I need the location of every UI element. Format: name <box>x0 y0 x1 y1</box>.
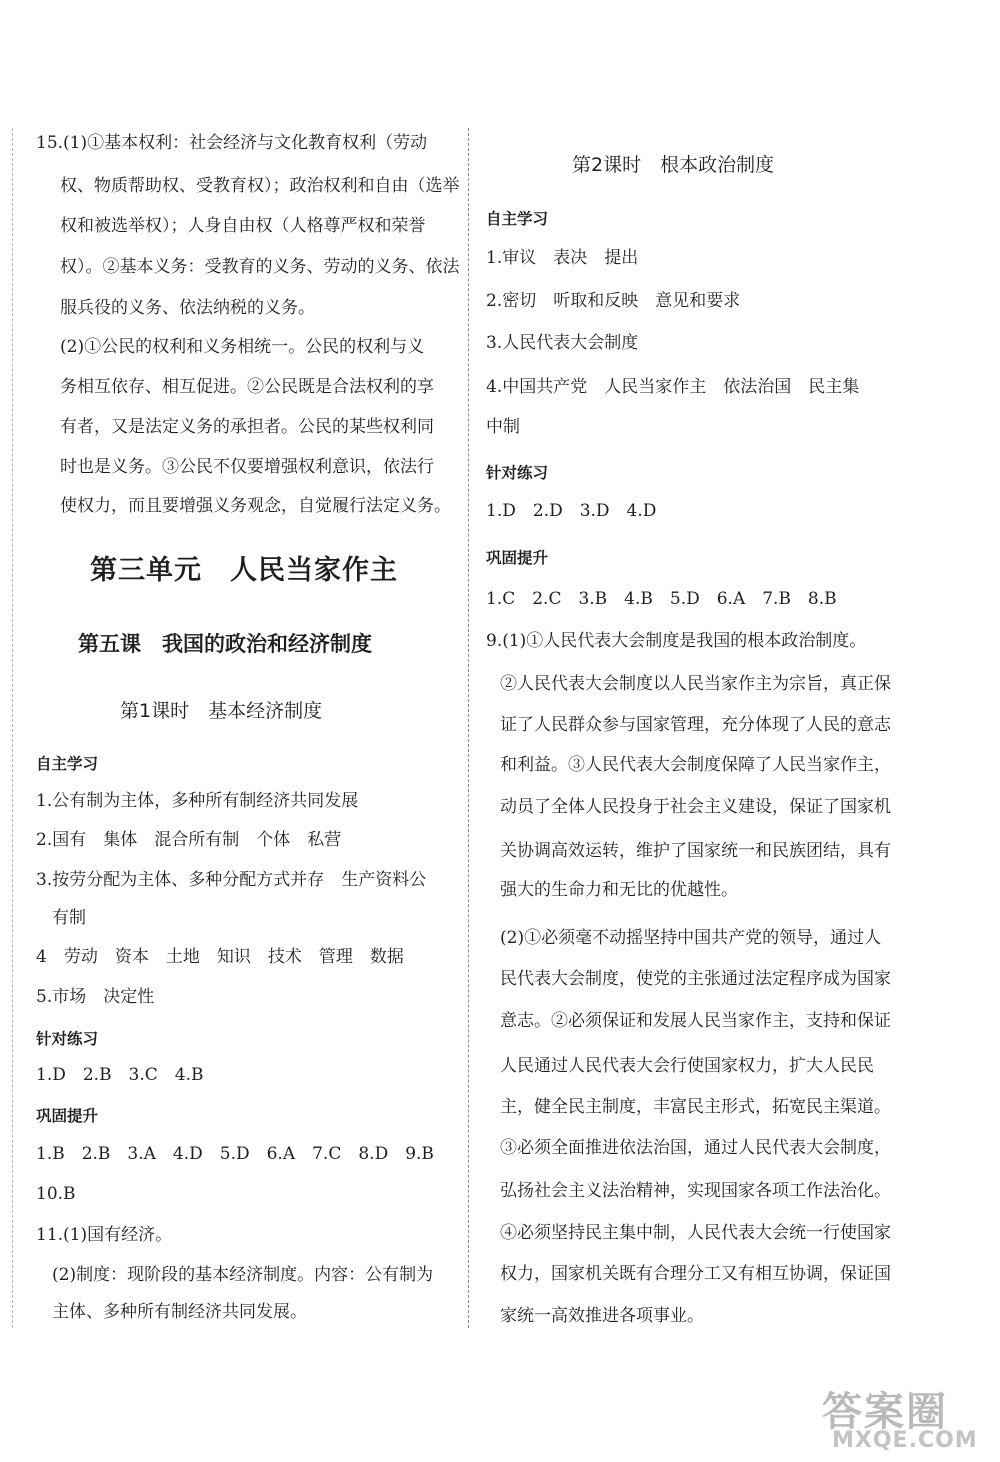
section-heading-zizhu: 自主学习 <box>36 755 99 773</box>
watermark-text: 答案圈 <box>822 1389 948 1435</box>
section-heading-zhendui: 针对练习 <box>36 1030 99 1048</box>
text-line: 和利益。③人民代表大会制度保障了人民当家作主， <box>500 755 891 775</box>
text-line: 时也是义务。③公民不仅要增强权利意识，依法行 <box>60 457 434 477</box>
text-line: (2)制度：现阶段的基本经济制度。内容：公有制为 <box>52 1265 434 1285</box>
text-line: ②人民代表大会制度以人民当家作主为宗旨，真正保 <box>500 674 891 694</box>
text-line: 1.B 2.B 3.A 4.D 5.D 6.A 7.C 8.D 9.B <box>36 1144 434 1164</box>
section-heading-gonggu: 巩固提升 <box>36 1107 99 1125</box>
text-line: 有制 <box>52 908 86 928</box>
text-line: 权和被选举权）；人身自由权（人格尊严权和荣誉 <box>60 216 426 236</box>
column-divider <box>468 128 469 1328</box>
text-line: 2.密切 听取和反映 意见和要求 <box>486 291 741 311</box>
left-margin-dash <box>12 128 13 1328</box>
text-line: 服兵役的义务、依法纳税的义务。 <box>60 298 315 318</box>
text-line: 主，健全民主制度，丰富民主形式，拓宽民主渠道。 <box>500 1097 891 1117</box>
section-heading-zizhu: 自主学习 <box>486 210 549 228</box>
section-heading-zhendui: 针对练习 <box>486 464 549 482</box>
text-line: ④必须坚持民主集中制，人民代表大会统一行使国家 <box>500 1223 891 1243</box>
text-line: 权力，国家机关既有合理分工又有相互协调，保证国 <box>500 1264 891 1284</box>
gonggu-answers: 1.C 2.C 3.B 4.B 5.D 6.A 7.B 8.B <box>486 589 837 609</box>
text-line: 10.B <box>36 1184 76 1204</box>
zhendui-answers: 1.D 2.B 3.C 4.B <box>36 1065 204 1085</box>
unit-title: 第三单元 人民当家作主 <box>90 555 398 586</box>
text-line: 4.中国共产党 人民当家作主 依法治国 民主集 <box>486 377 860 397</box>
text-line: 11.(1)国有经济。 <box>36 1225 173 1245</box>
text-line: 3.按劳分配为主体、多种分配方式并存 生产资料公 <box>36 870 427 890</box>
watermark-url: MXQE.COM <box>832 1428 978 1453</box>
text-line: 2.国有 集体 混合所有制 个体 私营 <box>36 830 342 850</box>
text-line: 4 劳动 资本 土地 知识 技术 管理 数据 <box>36 947 404 967</box>
zhendui-answers: 1.D 2.D 3.D 4.D <box>486 501 657 521</box>
text-line: (2)①必须毫不动摇坚持中国共产党的领导，通过人 <box>500 928 882 948</box>
period-title: 第1课时 基本经济制度 <box>120 700 323 722</box>
text-line: 权、物质帮助权、受教育权）；政治权利和自由（选举 <box>60 176 460 196</box>
text-line: 动员了全体人民投身于社会主义建设，保证了国家机 <box>500 797 891 817</box>
text-line: 15.(1)①基本权利：社会经济与文化教育权利（劳动 <box>36 133 428 153</box>
text-line: 中制 <box>486 417 520 437</box>
text-line: 强大的生命力和无比的优越性。 <box>500 880 738 900</box>
text-line: 有者，又是法定义务的承担者。公民的某些权利同 <box>60 417 434 437</box>
text-line: 务相互依存、相互促进。②公民既是合法权利的享 <box>60 377 434 397</box>
text-line: 关协调高效运转，维护了国家统一和民族团结，具有 <box>500 841 891 861</box>
text-line: 人民通过人民代表大会行使国家权力，扩大人民民 <box>500 1056 874 1076</box>
lesson-title: 第五课 我国的政治和经济制度 <box>78 632 372 656</box>
text-line: 5.市场 决定性 <box>36 987 155 1007</box>
text-line: 民代表大会制度，使党的主张通过法定程序成为国家 <box>500 969 891 989</box>
text-line: 1.公有制为主体，多种所有制经济共同发展 <box>36 791 359 811</box>
section-heading-gonggu: 巩固提升 <box>486 549 549 567</box>
text-line: 3.人民代表大会制度 <box>486 333 639 353</box>
text-line: 意志。②必须保证和发展人民当家作主，支持和保证 <box>500 1011 891 1031</box>
text-line: 9.(1)①人民代表大会制度是我国的根本政治制度。 <box>486 631 867 651</box>
text-line: 证了人民群众参与国家管理，充分体现了人民的意志 <box>500 715 891 735</box>
text-line: 家统一高效推进各项事业。 <box>500 1306 704 1326</box>
watermark-logo <box>822 1380 992 1458</box>
text-line: 弘扬社会主义法治精神，实现国家各项工作法治化。 <box>500 1181 891 1201</box>
period-title: 第2课时 根本政治制度 <box>572 154 775 176</box>
text-line: 1.审议 表决 提出 <box>486 248 639 268</box>
text-line: ③必须全面推进依法治国，通过人民代表大会制度， <box>500 1138 891 1158</box>
text-line: 主体、多种所有制经济共同发展。 <box>52 1302 307 1322</box>
text-line: (2)①公民的权利和义务相统一。公民的权利与义 <box>60 337 425 357</box>
text-line: 使权力，而且要增强义务观念，自觉履行法定义务。 <box>60 496 451 516</box>
text-line: 权）。②基本义务：受教育的义务、劳动的义务、依法 <box>60 257 460 277</box>
